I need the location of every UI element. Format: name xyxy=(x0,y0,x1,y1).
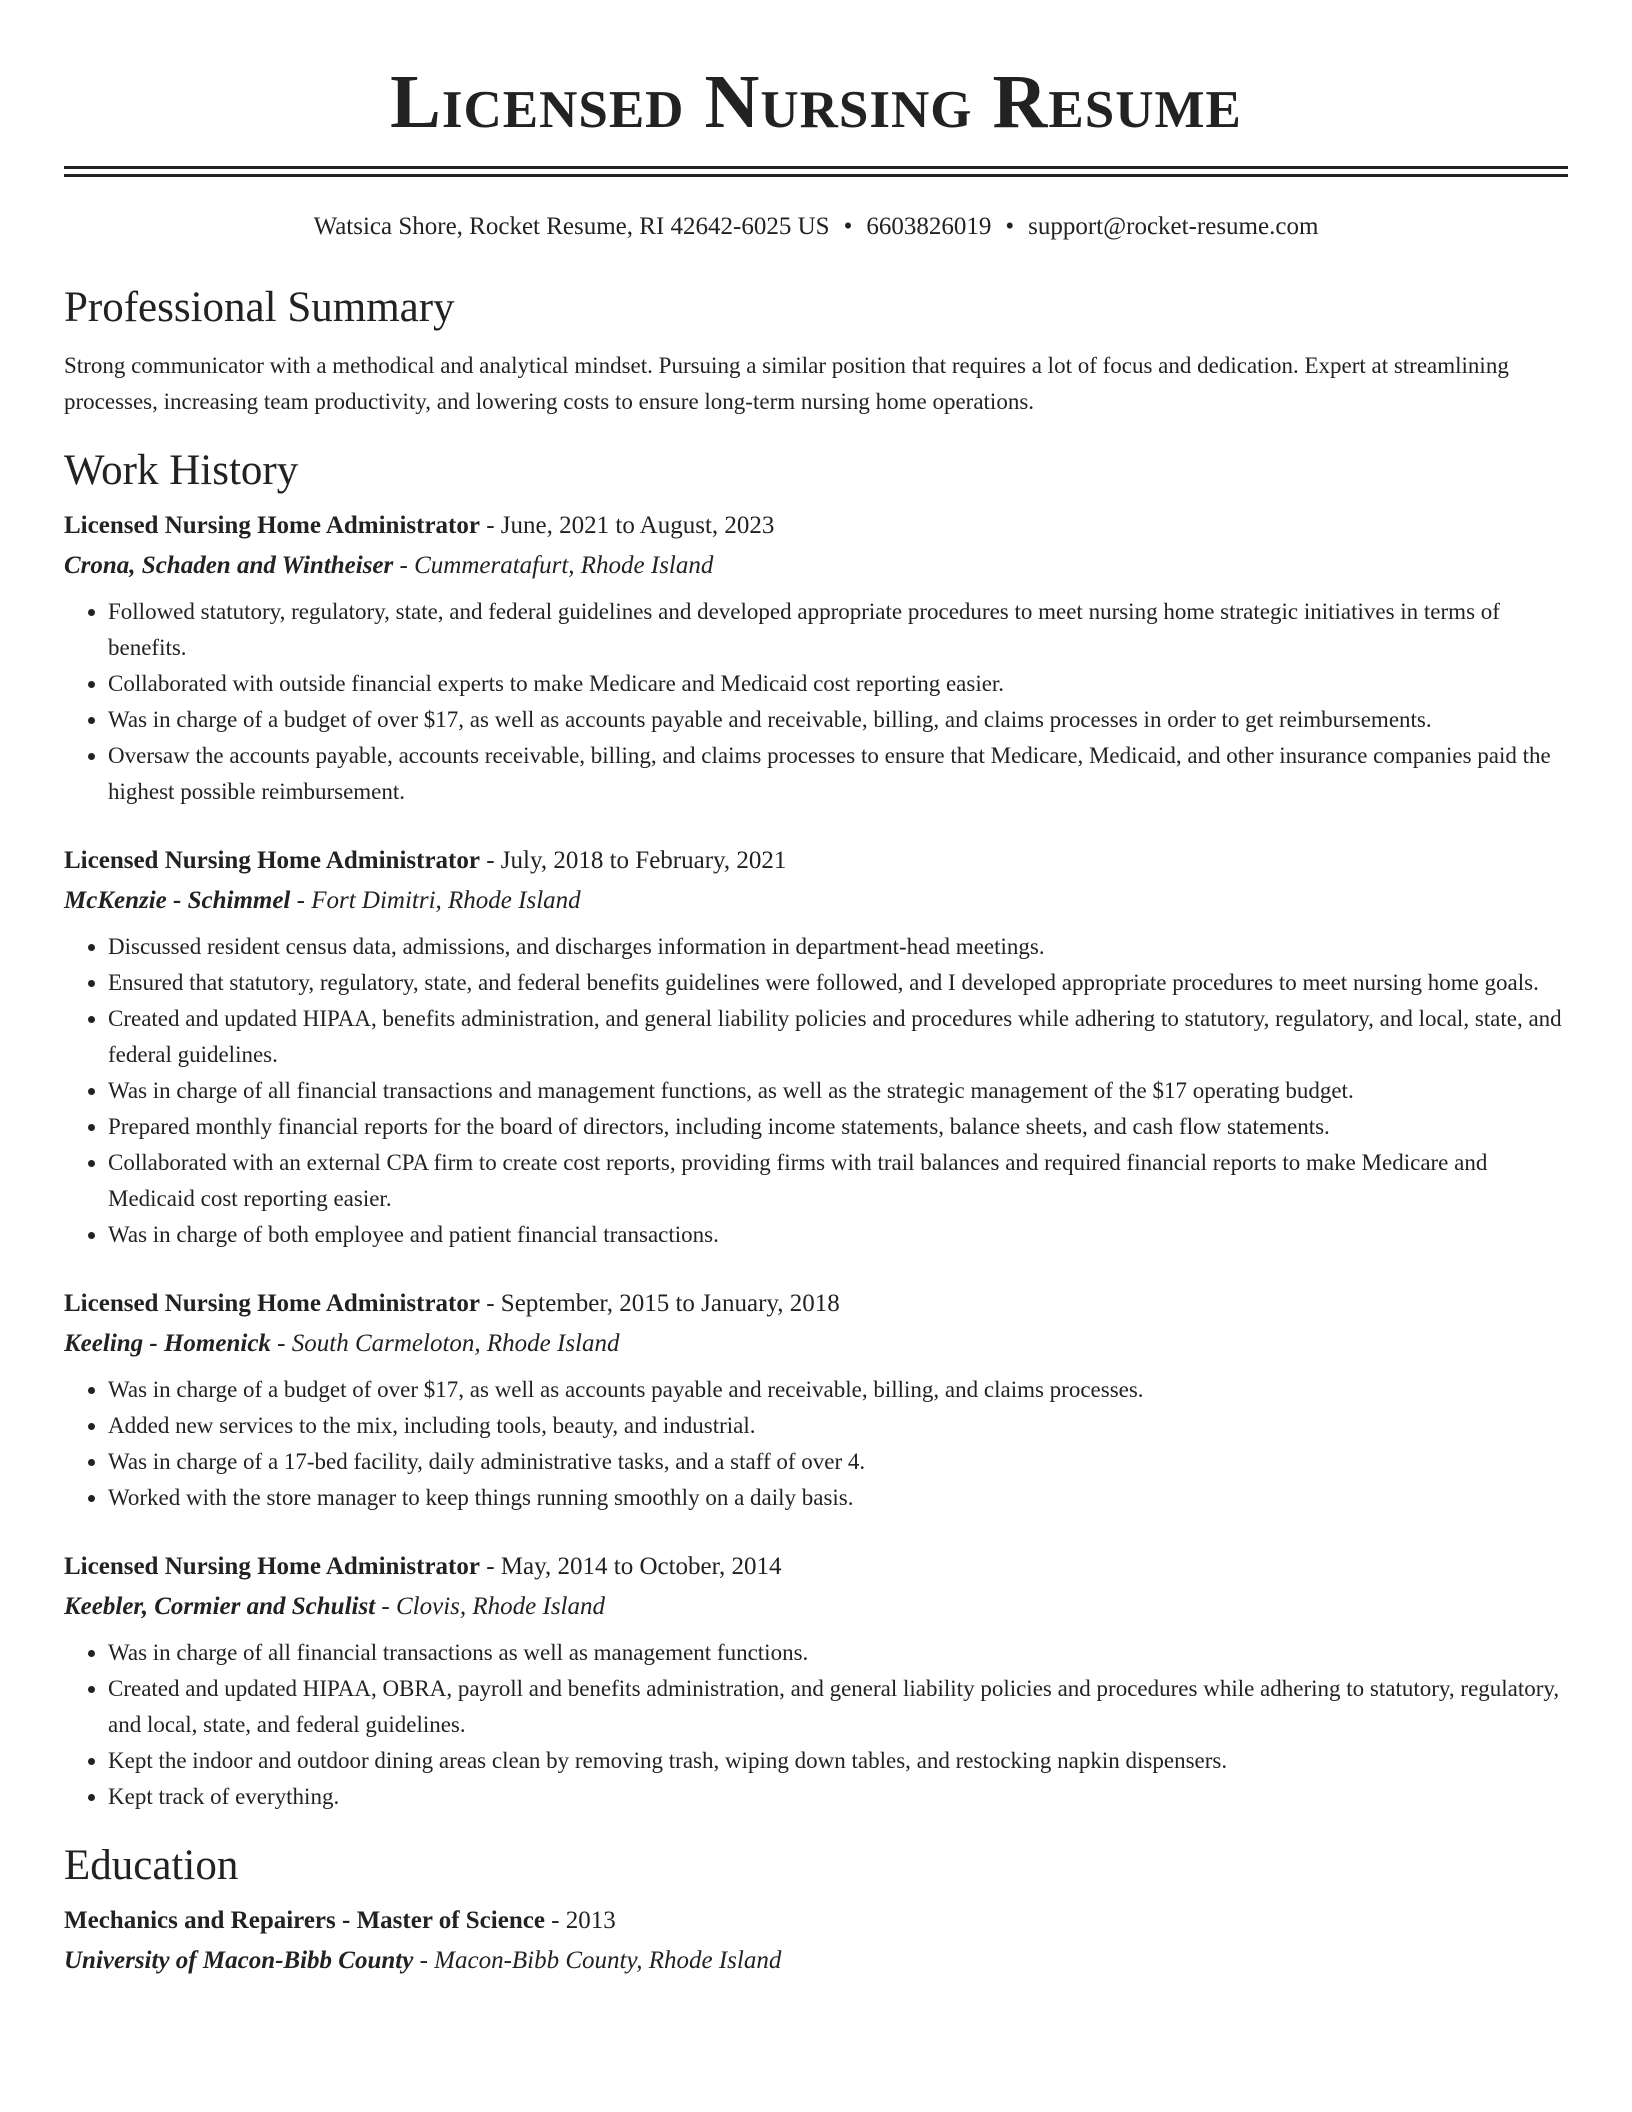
list-item: • Discussed resident census data, admissions, and discharges information in department-head meetings. xyxy=(108,929,1568,965)
job-dates: - May, 2014 to October, 2014 xyxy=(479,1553,782,1580)
job-entry xyxy=(64,841,1568,1253)
list-item: • Collaborated with outside financial experts to make Medicare and Medicaid cost reporting easier. xyxy=(108,666,1568,702)
contact-phone[interactable]: 6603826019 xyxy=(866,213,992,240)
education-location: - Macon-Bibb County, Rhode Island xyxy=(413,1947,782,1974)
job-dates: - July, 2018 to February, 2021 xyxy=(479,847,787,874)
job-bullets xyxy=(64,594,1568,810)
job-company: Crona, Schaden and Wintheiser xyxy=(64,552,394,579)
education-degree: Mechanics and Repairers - Master of Science xyxy=(64,1907,545,1934)
list-item: • Was in charge of both employee and patient financial transactions. xyxy=(108,1217,1568,1253)
list-item: • Was in charge of a budget of over $17, as well as accounts payable and receivable, billing, and claims processes in order to get reimbursements. xyxy=(108,702,1568,738)
list-item: • Was in charge of a 17-bed facility, daily administrative tasks, and a staff of over 4. xyxy=(108,1444,1568,1480)
job-company: Keebler, Cormier and Schulist xyxy=(64,1593,376,1620)
job-title: Licensed Nursing Home Administrator xyxy=(64,512,480,539)
job-title: Licensed Nursing Home Administrator xyxy=(64,847,480,874)
contact-line xyxy=(64,211,1568,243)
job-title-line xyxy=(64,841,1568,881)
list-item: • Added new services to the mix, including tools, beauty, and industrial. xyxy=(108,1408,1568,1444)
job-title-line xyxy=(64,506,1568,546)
job-bullets xyxy=(64,1372,1568,1516)
job-bullets xyxy=(64,929,1568,1253)
contact-separator: • xyxy=(843,213,853,240)
job-title-line xyxy=(64,1284,1568,1324)
job-company: McKenzie - Schimmel xyxy=(64,887,291,914)
list-item: • Worked with the store manager to keep things running smoothly on a daily basis. xyxy=(108,1480,1568,1516)
job-company-line xyxy=(64,881,1568,921)
job-location: - South Carmeloton, Rhode Island xyxy=(270,1330,620,1357)
list-item: • Was in charge of all financial transactions and management functions, as well as the strategic management of the $17 operating budget. xyxy=(108,1073,1568,1109)
job-location: - Fort Dimitri, Rhode Island xyxy=(290,887,581,914)
job-company-line xyxy=(64,1324,1568,1364)
job-location: - Cummeratafurt, Rhode Island xyxy=(393,552,714,579)
contact-email[interactable]: support@rocket-resume.com xyxy=(1028,213,1319,240)
list-item: • Created and updated HIPAA, OBRA, payroll and benefits administration, and general liability policies and procedures while adhering to statutory, regulatory, and local, state, and federal guidelines. xyxy=(108,1671,1568,1743)
summary-text: Strong communicator with a methodical and analytical mindset. Pursuing a similar position that requires a lot of focus and dedication. Expert at streamlining processes, increasing team productivity, and lowering costs to ensure long-term nursing home operations. xyxy=(64,353,1509,414)
job-title: Licensed Nursing Home Administrator xyxy=(64,1553,480,1580)
job-company: Keeling - Homenick xyxy=(64,1330,271,1357)
job-title: Licensed Nursing Home Administrator xyxy=(64,1290,480,1317)
education-heading: Education xyxy=(64,1842,239,1889)
list-item: • Oversaw the accounts payable, accounts receivable, billing, and claims processes to ensure that Medicare, Medicaid, and other insurance companies paid the highest possible reimbursement. xyxy=(108,738,1568,810)
education-school-line xyxy=(64,1941,1568,1981)
title-double-rule xyxy=(64,166,1568,177)
work-history-heading: Work History xyxy=(64,447,299,494)
list-item: • Collaborated with an external CPA firm to create cost reports, providing firms with trail balances and required financial reports to make Medicare and Medicaid cost reporting easier. xyxy=(108,1145,1568,1217)
job-title-line xyxy=(64,1547,1568,1587)
job-entry xyxy=(64,506,1568,810)
contact-separator: • xyxy=(1005,213,1015,240)
job-company-line xyxy=(64,546,1568,586)
list-item: • Created and updated HIPAA, benefits administration, and general liability policies and procedures while adhering to statutory, regulatory, and local, state, and federal guidelines. xyxy=(108,1001,1568,1073)
list-item: • Kept track of everything. xyxy=(108,1779,1568,1815)
education-entry xyxy=(64,1901,1568,1981)
resume-title: Licensed Nursing Resume xyxy=(390,60,1242,144)
job-bullets xyxy=(64,1635,1568,1815)
list-item: • Was in charge of a budget of over $17, as well as accounts payable and receivable, billing, and claims processes. xyxy=(108,1372,1568,1408)
list-item: • Kept the indoor and outdoor dining areas clean by removing trash, wiping down tables, and restocking napkin dispensers. xyxy=(108,1743,1568,1779)
summary-heading: Professional Summary xyxy=(64,284,455,331)
list-item: • Ensured that statutory, regulatory, state, and federal benefits guidelines were followed, and I developed appropriate procedures to meet nursing home goals. xyxy=(108,965,1568,1001)
list-item: • Was in charge of all financial transactions as well as management functions. xyxy=(108,1635,1568,1671)
job-dates: - June, 2021 to August, 2023 xyxy=(479,512,775,539)
job-dates: - September, 2015 to January, 2018 xyxy=(479,1290,840,1317)
education-year: - 2013 xyxy=(544,1907,616,1934)
contact-address: Watsica Shore, Rocket Resume, RI 42642-6025 US xyxy=(313,213,830,240)
list-item: • Followed statutory, regulatory, state, and federal guidelines and developed appropriate procedures to meet nursing home strategic initiatives in terms of benefits. xyxy=(108,594,1568,666)
education-degree-line xyxy=(64,1901,1568,1941)
job-location: - Clovis, Rhode Island xyxy=(375,1593,606,1620)
job-company-line xyxy=(64,1587,1568,1627)
job-entry xyxy=(64,1284,1568,1516)
education-school: University of Macon-Bibb County xyxy=(64,1947,414,1974)
list-item: • Prepared monthly financial reports for the board of directors, including income statements, balance sheets, and cash flow statements. xyxy=(108,1109,1568,1145)
job-entry xyxy=(64,1547,1568,1815)
